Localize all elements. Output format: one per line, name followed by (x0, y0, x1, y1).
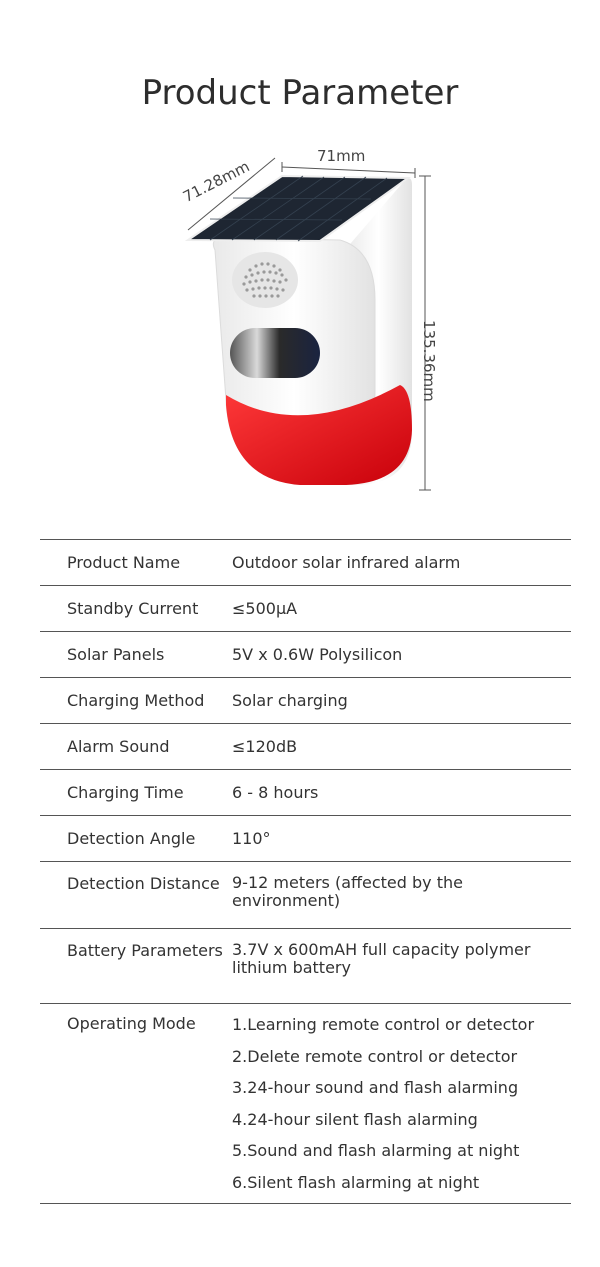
operating-mode-item: 6.Silent flash alarming at night (232, 1172, 480, 1192)
spec-label: Detection Angle (67, 829, 196, 848)
height-dimension: 135.36mm (420, 320, 438, 402)
spec-row (40, 929, 571, 1004)
page-title: Product Parameter (141, 72, 459, 113)
spec-value: Solar charging (232, 691, 348, 710)
spec-value: 9-12 meters (affected by the environment) (232, 873, 463, 910)
spec-label: Solar Panels (67, 645, 165, 664)
spec-row (40, 816, 571, 862)
spec-label: Standby Current (67, 599, 199, 618)
product-figure (140, 140, 470, 500)
operating-mode-item: 3.24-hour sound and flash alarming (232, 1078, 519, 1097)
spec-label: Detection Distance (67, 874, 220, 893)
operating-mode-item: 2.Delete remote control or detector (232, 1046, 518, 1066)
spec-value: ≤500μA (232, 599, 298, 618)
spec-row (40, 678, 571, 724)
spec-value: 3.7V x 600mAH full capacity polymer lithium battery (232, 940, 531, 977)
spec-row (40, 586, 571, 632)
spec-label: Charging Method (67, 691, 205, 710)
spec-value: 110° (232, 829, 271, 848)
spec-row (40, 724, 571, 770)
spec-row (40, 632, 571, 678)
spec-label: Alarm Sound (67, 737, 170, 756)
spec-value: 5V x 0.6W Polysilicon (232, 645, 403, 664)
spec-label: Charging Time (67, 783, 184, 802)
spec-label: Battery Parameters (67, 941, 223, 960)
spec-row-operating-mode (40, 1004, 571, 1204)
width-dimension: 71mm (317, 147, 366, 165)
spec-row (40, 862, 571, 929)
operating-mode-item: 4.24-hour silent flash alarming (232, 1109, 478, 1129)
depth-dimension: 71.28mm (180, 157, 253, 207)
operating-mode-list (232, 1004, 571, 1204)
spec-table (40, 539, 571, 1204)
operating-mode-item: 5.Sound and flash alarming at night (232, 1141, 520, 1160)
spec-row (40, 770, 571, 816)
spec-value: 6 - 8 hours (232, 783, 319, 802)
operating-mode-item: 1.Learning remote control or detector (232, 1015, 535, 1034)
spec-row (40, 540, 571, 586)
spec-value: Outdoor solar infrared alarm (232, 553, 461, 572)
spec-label: Product Name (67, 553, 181, 572)
spec-value: ≤120dB (232, 737, 298, 756)
spec-label: Operating Mode (67, 1014, 196, 1033)
